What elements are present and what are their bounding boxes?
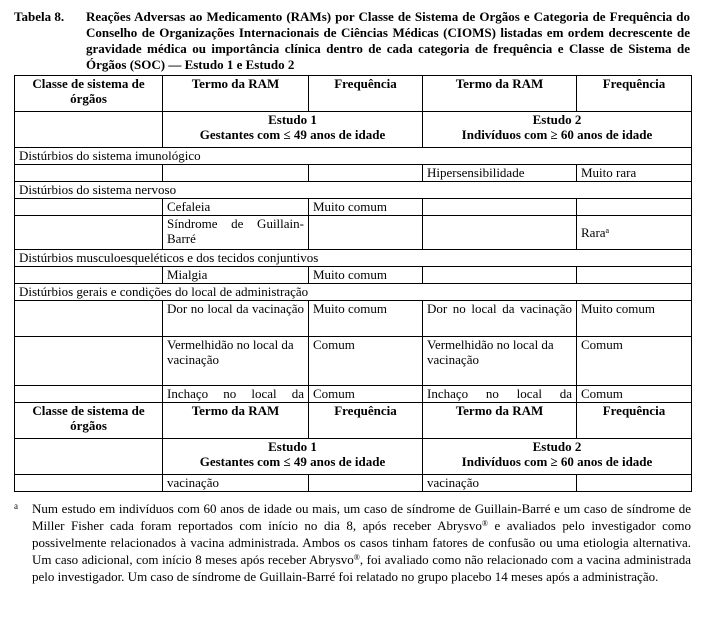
freq-headache: Muito comum	[309, 199, 423, 216]
header-freq-1: Frequência	[309, 76, 423, 112]
header-freq-2: Frequência	[577, 403, 692, 439]
table-row	[15, 301, 692, 337]
study1-subtitle: Gestantes com ≤ 49 anos de idade	[199, 454, 386, 469]
table-row	[15, 386, 692, 403]
header-term-1: Termo da RAM	[163, 76, 309, 112]
footnote	[14, 500, 691, 585]
table-row	[15, 165, 692, 182]
study1-cell	[163, 112, 423, 148]
study1-title: Estudo 1	[268, 112, 317, 127]
term-redness-1: Vermelhidão no local da vacinação	[163, 337, 309, 386]
soc-musculoskeletal: Distúrbios musculoesqueléticos e dos tecidos conjuntivos	[15, 250, 692, 267]
study2-cell	[423, 439, 692, 475]
table-label: Tabela 8.	[14, 9, 65, 24]
study-row	[15, 112, 692, 148]
freq-myalgia: Muito comum	[309, 267, 423, 284]
soc-immune: Distúrbios do sistema imunológico	[15, 148, 692, 165]
study1-subtitle: Gestantes com ≤ 49 anos de idade	[199, 127, 386, 142]
freq-redness-1: Comum	[309, 337, 423, 386]
header-soc: Classe de sistema de órgãos	[15, 403, 163, 439]
study2-subtitle: Indivíduos com ≥ 60 anos de idade	[461, 127, 653, 142]
term-swelling-cont-2: vacinação	[423, 475, 577, 492]
study2-cell	[423, 112, 692, 148]
table-row	[15, 475, 692, 492]
term-swelling-1: Inchaço no local da	[163, 386, 309, 403]
table-row	[15, 199, 692, 216]
term-swelling-2: Inchaço no local da	[423, 386, 577, 403]
term-headache: Cefaleia	[163, 199, 309, 216]
term-pain-1: Dor no local da vacinação	[163, 301, 309, 337]
table-row	[15, 267, 692, 284]
table-row	[15, 216, 692, 250]
header-freq-1: Frequência	[309, 403, 423, 439]
header-term-2: Termo da RAM	[423, 76, 577, 112]
header-term-1: Termo da RAM	[163, 403, 309, 439]
freq-gbs: Rara$^a$	[577, 216, 692, 250]
freq-hypersensitivity: Muito rara	[577, 165, 692, 182]
header-freq-2: Frequência	[577, 76, 692, 112]
study2-title: Estudo 2	[532, 112, 582, 127]
header-row-repeat	[15, 403, 692, 439]
freq-pain-1: Muito comum	[309, 301, 423, 337]
term-redness-2: Vermelhidão no local da vacinação	[423, 337, 577, 386]
study-empty-cell	[15, 112, 163, 148]
study2-title: Estudo 2	[532, 439, 582, 454]
term-pain-2: Dor no local da vacinação	[423, 301, 577, 337]
header-soc: Classe de sistema de órgãos	[15, 76, 163, 112]
adverse-reactions-table	[14, 75, 692, 492]
soc-row	[15, 250, 692, 267]
freq-redness-2: Comum	[577, 337, 692, 386]
table-caption	[14, 9, 690, 73]
soc-row	[15, 284, 692, 301]
freq-pain-2: Muito comum	[577, 301, 692, 337]
freq-swelling-2: Comum	[577, 386, 692, 403]
term-myalgia: Mialgia	[163, 267, 309, 284]
study-row-repeat	[15, 439, 692, 475]
header-row	[15, 76, 692, 112]
term-gbs: Síndrome de Guillain-Barré	[163, 216, 309, 250]
header-term-2: Termo da RAM	[423, 403, 577, 439]
footnote-mark: a	[14, 501, 18, 511]
soc-row	[15, 148, 692, 165]
soc-general: Distúrbios gerais e condições do local de administração	[15, 284, 692, 301]
term-hypersensitivity: Hipersensibilidade	[423, 165, 577, 182]
soc-row	[15, 182, 692, 199]
footnote-ref: a	[605, 226, 610, 235]
study1-title: Estudo 1	[268, 439, 317, 454]
study1-cell	[163, 439, 423, 475]
study2-subtitle: Indivíduos com ≥ 60 anos de idade	[461, 454, 653, 469]
freq-swelling-1: Comum	[309, 386, 423, 403]
footnote-text: Num estudo em indivíduos com 60 anos de idade ou mais, um caso de síndrome de Guillain-Barré e um caso de síndrome de Miller Fisher cada foram reportados com início no dia 8, após receber Abrysvo® e avaliados pelo investigador como possivelmente relacionados à vacina administrada. Ambos os casos tinham fatores de confusão ou uma etiologia alternativa. Um caso adicional, com início 8 meses após receber Abrysvo®, foi avaliado como não relacionado com a vacina administrada pelo investigador. Um caso de síndrome de Guillain-Barré foi relatado no grupo placebo 14 meses após a administração.	[32, 501, 691, 584]
soc-nervous: Distúrbios do sistema nervoso	[15, 182, 692, 199]
table-row	[15, 337, 692, 386]
table-title: Reações Adversas ao Medicamento (RAMs) por Classe de Sistema de Orgãos e Categoria de Frequência do Conselho de Organizações Internacionais de Ciências Médicas (CIOMS) listadas em ordem decrescente de gravidade médica ou importância clínica dentro de cada categoria de frequência e Classe de Sistema de Órgãos (SOC) — Estudo 1 e Estudo 2	[86, 9, 690, 72]
term-swelling-cont-1: vacinação	[163, 475, 309, 492]
